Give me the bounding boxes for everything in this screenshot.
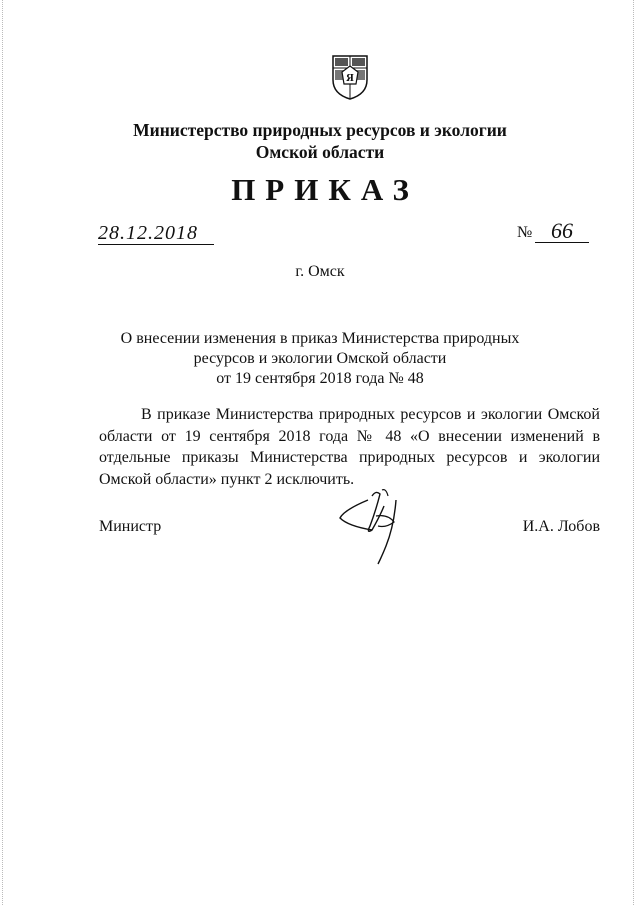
- order-body-paragraph: В приказе Министерства природных ресурсов и экологии Омской области от 19 сентября 2018 года № 48 «О внесении изменений в отдельные приказы Министерства природных ресурсов и экологии Омской области» пункт 2 исключить.: [99, 406, 600, 488]
- document-type-title: ПРИКАЗ: [231, 172, 419, 207]
- order-subject: [0, 329, 640, 389]
- city: г. Омск: [295, 263, 345, 280]
- signer-name: И.А. Лобов: [522, 518, 600, 535]
- handwritten-signature: [336, 486, 414, 566]
- order-number: 66: [535, 218, 589, 243]
- svg-text:Я: Я: [346, 74, 354, 84]
- ministry-name: [0, 119, 640, 163]
- ministry-name-line1: Министерство природных ресурсов и экологии: [133, 120, 507, 140]
- order-number-label: №: [517, 224, 533, 241]
- coat-of-arms-icon: [331, 54, 369, 100]
- ministry-name-line2: Омской области: [255, 142, 385, 162]
- signer-position: Министр: [99, 518, 162, 535]
- subject-line2: ресурсов и экологии Омской области: [193, 350, 447, 367]
- order-date: 28.12.2018: [98, 222, 214, 245]
- subject-line1: О внесении изменения в приказ Министерства природных: [120, 330, 520, 347]
- subject-line3: от 19 сентября 2018 года № 48: [216, 370, 424, 387]
